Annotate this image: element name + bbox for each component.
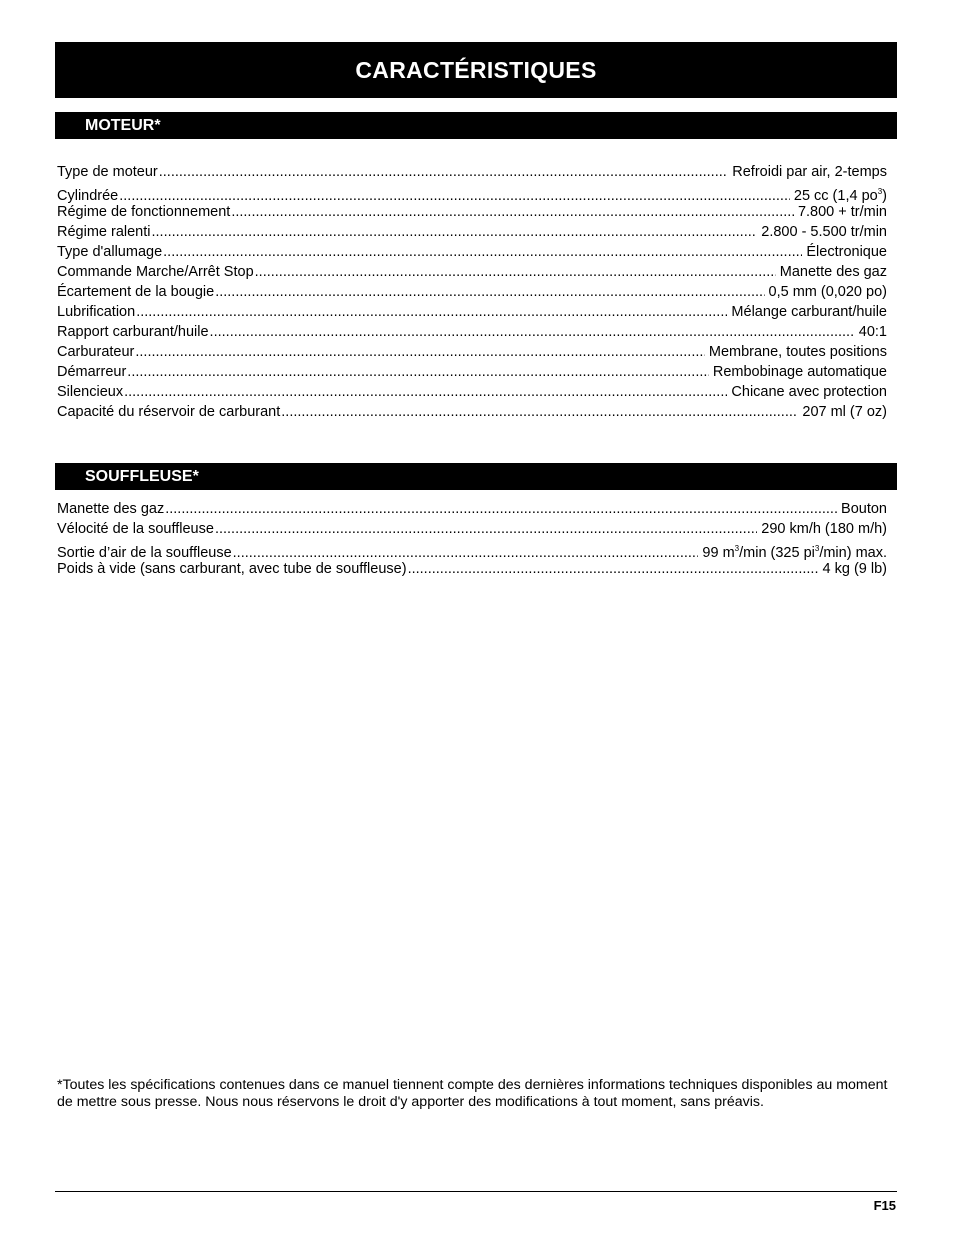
spec-row-regime-fonctionnement [57, 202, 887, 222]
dot-leader [165, 499, 837, 519]
spec-row-silencieux [57, 382, 887, 402]
superscript: 3 [734, 544, 740, 553]
moteur-spec-list [57, 162, 887, 422]
dot-leader [408, 559, 819, 579]
spec-value: 4 kg (9 lb) [822, 561, 887, 577]
dot-leader [210, 322, 855, 342]
spec-label: Écartement de la bougie [57, 284, 215, 300]
spec-label: Cylindrée [57, 187, 119, 204]
dot-leader [159, 162, 729, 182]
souffleuse-spec-list [57, 499, 887, 579]
spec-value: 290 km/h (180 m/h) [761, 521, 887, 537]
spec-row-commande-marche-arret [57, 262, 887, 282]
section-heading-moteur: MOTEUR* [55, 112, 897, 139]
dot-leader [152, 222, 758, 242]
superscript: 3 [877, 187, 883, 196]
page-title: CARACTÉRISTIQUES [55, 42, 897, 98]
superscript: 3 [814, 544, 820, 553]
spec-label: Vélocité de la souffleuse [57, 521, 214, 537]
spec-row-poids-vide [57, 559, 887, 579]
spec-row-capacite-reservoir [57, 402, 887, 422]
spec-label: Capacité du réservoir de carburant [57, 404, 281, 420]
spec-label: Poids à vide (sans carburant, avec tube de souffleuse) [57, 561, 407, 577]
spec-value: 7.800 + tr/min [797, 204, 887, 220]
spec-label: Sortie d’air de la souffleuse [57, 544, 232, 561]
spec-value: Membrane, toutes positions [708, 344, 887, 360]
spec-value-part: 25 cc (1,4 po [793, 187, 878, 204]
spec-label: Type de moteur [57, 164, 158, 180]
spec-value: 40:1 [858, 324, 887, 340]
spec-label: Rapport carburant/huile [57, 324, 209, 340]
spec-row-manette-gaz [57, 499, 887, 519]
dot-leader [215, 519, 757, 539]
spec-value: 0,5 mm (0,020 po) [768, 284, 887, 300]
spec-value-part: ) [882, 187, 887, 204]
spec-row-ecartement-bougie [57, 282, 887, 302]
dot-leader [281, 402, 798, 422]
dot-leader [163, 242, 802, 262]
spec-row-rapport-carburant-huile [57, 322, 887, 342]
spec-label: Manette des gaz [57, 501, 165, 517]
spec-label: Régime ralenti [57, 224, 151, 240]
page-number: F15 [873, 1198, 896, 1213]
spec-value: 2.800 - 5.500 tr/min [761, 224, 887, 240]
spec-value: Bouton [841, 501, 887, 517]
spec-value: 207 ml (7 oz) [802, 404, 887, 420]
dot-leader [231, 202, 794, 222]
footnote: *Toutes les spécifications contenues dans ce manuel tiennent compte des dernières informations techniques disponibles au moment de mettre sous presse. Nous nous réservons le droit d'y apporter des modifications à tout moment, sans préavis. [57, 1077, 888, 1110]
dot-leader [215, 282, 764, 302]
spec-row-type-allumage [57, 242, 887, 262]
spec-row-sortie-air [57, 539, 887, 559]
dot-leader [255, 262, 776, 282]
spec-row-lubrification [57, 302, 887, 322]
spec-label: Type d'allumage [57, 244, 163, 260]
dot-leader [127, 362, 709, 382]
spec-value-part: /min (325 pi [739, 544, 815, 561]
spec-row-carburateur [57, 342, 887, 362]
spec-value: Refroidi par air, 2-temps [732, 164, 887, 180]
spec-label: Commande Marche/Arrêt Stop [57, 264, 254, 280]
spec-value: Manette des gaz [779, 264, 887, 280]
spec-label: Régime de fonctionnement [57, 204, 231, 220]
spec-value: Chicane avec protection [731, 384, 887, 400]
dot-leader [135, 342, 705, 362]
spec-value: Mélange carburant/huile [731, 304, 887, 320]
spec-row-type-moteur [57, 162, 887, 182]
footer-divider [55, 1191, 897, 1192]
spec-row-demarreur [57, 362, 887, 382]
spec-value-part: /min) max. [819, 544, 887, 561]
spec-row-regime-ralenti [57, 222, 887, 242]
spec-label: Silencieux [57, 384, 124, 400]
spec-value: Électronique [806, 244, 887, 260]
spec-label: Lubrification [57, 304, 136, 320]
spec-label: Démarreur [57, 364, 127, 380]
dot-leader [124, 382, 727, 402]
spec-row-velocite [57, 519, 887, 539]
dot-leader [136, 302, 727, 322]
spec-label: Carburateur [57, 344, 135, 360]
spec-row-cylindree [57, 182, 887, 202]
section-heading-souffleuse: SOUFFLEUSE* [55, 463, 897, 490]
spec-value-part: 99 m [702, 544, 735, 561]
spec-value: Rembobinage automatique [712, 364, 887, 380]
